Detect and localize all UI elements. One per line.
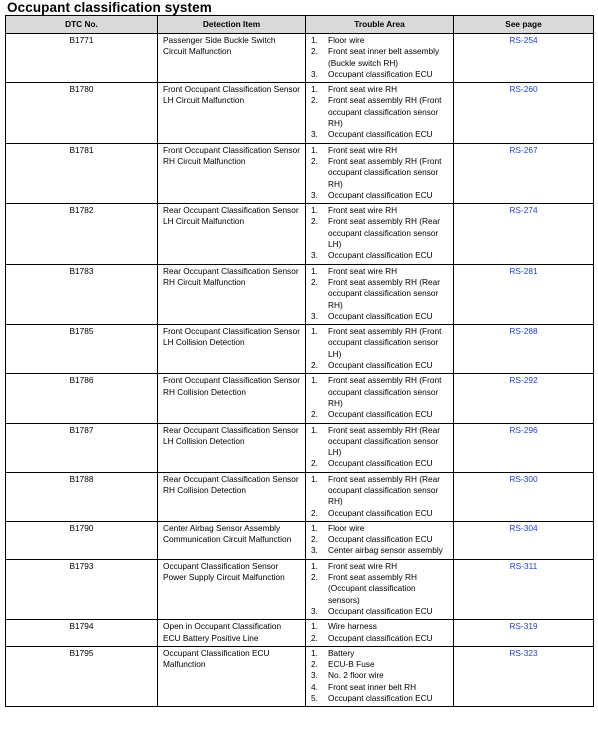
dtc-code: B1783 <box>6 264 158 324</box>
trouble-area-text: Battery <box>328 647 355 658</box>
dtc-code: B1786 <box>6 374 158 423</box>
list-number: 5. <box>311 693 318 704</box>
trouble-area <box>306 423 454 472</box>
trouble-area-item <box>311 545 448 556</box>
list-number: 2. <box>311 95 318 106</box>
see-page-cell <box>454 34 594 83</box>
see-page-cell <box>454 472 594 521</box>
trouble-area-text: Front seat inner belt RH <box>328 681 417 692</box>
list-number: 3. <box>311 545 318 556</box>
trouble-area-text: Front seat assembly RH (Rear occupant classification sensor RH) <box>328 276 441 310</box>
table-row <box>6 143 594 203</box>
list-number: 1. <box>311 424 318 435</box>
detection-item: Occupant Classification Sensor Power Supply Circuit Malfunction <box>158 559 306 619</box>
trouble-area-list <box>311 621 448 644</box>
list-number: 1. <box>311 35 318 45</box>
trouble-area-text: Occupant classification ECU <box>328 534 433 545</box>
detection-item: Passenger Side Buckle Switch Circuit Malfunction <box>158 34 306 83</box>
trouble-area-text: Front seat assembly RH (Front occupant classification sensor RH) <box>328 155 442 189</box>
trouble-area <box>306 472 454 521</box>
trouble-area-text: Front seat wire RH <box>328 265 398 276</box>
trouble-area-item <box>311 129 448 140</box>
list-number: 3. <box>311 189 318 200</box>
list-number: 2. <box>311 458 318 469</box>
list-number: 1. <box>311 647 318 658</box>
dtc-table <box>5 15 594 707</box>
trouble-area-item <box>311 682 448 693</box>
trouble-area-item <box>311 693 448 704</box>
dtc-code: B1780 <box>6 83 158 143</box>
trouble-area <box>306 374 454 423</box>
trouble-area-item <box>311 534 448 545</box>
list-number: 1. <box>311 522 318 533</box>
list-number: 2. <box>311 632 318 643</box>
trouble-area-item <box>311 659 448 670</box>
list-number: 2. <box>311 534 318 545</box>
list-number: 2. <box>311 507 318 518</box>
table-row <box>6 521 594 559</box>
trouble-area-list <box>311 326 448 371</box>
see-page-link[interactable]: RS-304 <box>509 522 538 533</box>
list-number: 2. <box>311 276 318 287</box>
table-row <box>6 559 594 619</box>
trouble-area-item <box>311 311 448 322</box>
header-see-page: See page <box>454 16 594 34</box>
list-number: 3. <box>311 250 318 261</box>
trouble-area-item <box>311 326 448 360</box>
detection-item: Rear Occupant Classification Sensor LH Circuit Malfunction <box>158 204 306 264</box>
see-page-link[interactable]: RS-274 <box>509 205 538 216</box>
dtc-code: B1771 <box>6 34 158 83</box>
trouble-area-text: Front seat inner belt assembly (Buckle switch RH) <box>328 46 440 68</box>
trouble-area-item <box>311 648 448 659</box>
see-page-cell <box>454 423 594 472</box>
list-number: 3. <box>311 605 318 616</box>
see-page-cell <box>454 204 594 264</box>
table-row <box>6 34 594 83</box>
list-number: 3. <box>311 670 318 681</box>
trouble-area-text: Front seat wire RH <box>328 84 398 95</box>
trouble-area-text: Occupant classification ECU <box>328 68 433 79</box>
trouble-area-text: Occupant classification ECU <box>328 632 433 643</box>
list-number: 1. <box>311 84 318 95</box>
trouble-area-item <box>311 84 448 95</box>
table-row <box>6 472 594 521</box>
trouble-area-list <box>311 266 448 322</box>
see-page-link[interactable]: RS-296 <box>509 424 538 435</box>
trouble-area-text: Front seat wire RH <box>328 205 398 216</box>
trouble-area-list <box>311 561 448 617</box>
detection-item: Front Occupant Classification Sensor LH Collision Detection <box>158 325 306 374</box>
header-detection-item: Detection Item <box>158 16 306 34</box>
list-number: 1. <box>311 205 318 216</box>
trouble-area <box>306 620 454 647</box>
see-page-cell <box>454 620 594 647</box>
dtc-code: B1781 <box>6 143 158 203</box>
dtc-code: B1787 <box>6 423 158 472</box>
trouble-area-item <box>311 145 448 156</box>
see-page-cell <box>454 143 594 203</box>
see-page-link[interactable]: RS-311 <box>509 560 538 571</box>
list-number: 1. <box>311 326 318 337</box>
trouble-area <box>306 204 454 264</box>
trouble-area-item <box>311 190 448 201</box>
table-body <box>6 34 594 707</box>
list-number: 4. <box>311 681 318 692</box>
trouble-area-item <box>311 474 448 508</box>
list-number: 1. <box>311 265 318 276</box>
trouble-area-text: Occupant classification ECU <box>328 458 433 469</box>
trouble-area-list <box>311 35 448 80</box>
detection-item: Open in Occupant Classification ECU Battery Positive Line <box>158 620 306 647</box>
dtc-code: B1788 <box>6 472 158 521</box>
trouble-area-item <box>311 69 448 80</box>
trouble-area-list <box>311 648 448 704</box>
see-page-link[interactable]: RS-254 <box>509 35 538 45</box>
trouble-area-item <box>311 250 448 261</box>
see-page-cell <box>454 325 594 374</box>
trouble-area-text: Occupant classification ECU <box>328 409 433 420</box>
detection-item: Rear Occupant Classification Sensor RH Circuit Malfunction <box>158 264 306 324</box>
detection-item: Front Occupant Classification Sensor RH Collision Detection <box>158 374 306 423</box>
trouble-area-text: Front seat assembly RH (Front occupant classification sensor LH) <box>328 326 442 359</box>
trouble-area-item <box>311 670 448 681</box>
trouble-area-item <box>311 360 448 371</box>
see-page-link[interactable]: RS-288 <box>509 326 538 337</box>
table-row <box>6 646 594 706</box>
list-number: 2. <box>311 572 318 583</box>
trouble-area-list <box>311 523 448 557</box>
trouble-area-text: Occupant classification ECU <box>328 693 433 704</box>
trouble-area-text: Front seat assembly RH (Front occupant classification sensor RH) <box>328 95 442 129</box>
trouble-area-list <box>311 84 448 140</box>
dtc-code: B1793 <box>6 559 158 619</box>
list-number: 2. <box>311 659 318 670</box>
trouble-area-text: Occupant classification ECU <box>328 507 433 518</box>
list-number: 1. <box>311 144 318 155</box>
trouble-area-item <box>311 523 448 534</box>
dtc-code: B1795 <box>6 646 158 706</box>
see-page-cell <box>454 83 594 143</box>
trouble-area-text: Occupant classification ECU <box>328 129 433 140</box>
trouble-area-text: Front seat assembly RH (Front occupant classification sensor RH) <box>328 375 442 408</box>
list-number: 2. <box>311 46 318 57</box>
see-page-cell <box>454 264 594 324</box>
trouble-area-text: No. 2 floor wire <box>328 670 384 681</box>
trouble-area-item <box>311 621 448 632</box>
list-number: 1. <box>311 473 318 484</box>
header-dtc-no: DTC No. <box>6 16 158 34</box>
table-row <box>6 423 594 472</box>
trouble-area-text: Floor wire <box>328 35 365 45</box>
trouble-area-text: Front seat assembly RH (Rear occupant classification sensor RH) <box>328 473 441 507</box>
trouble-area-list <box>311 205 448 261</box>
dtc-code: B1785 <box>6 325 158 374</box>
dtc-code: B1782 <box>6 204 158 264</box>
table-row <box>6 83 594 143</box>
table-header-row <box>6 16 594 34</box>
trouble-area-item <box>311 95 448 129</box>
trouble-area <box>306 521 454 559</box>
trouble-area-item <box>311 458 448 469</box>
trouble-area-item <box>311 46 448 69</box>
detection-item: Rear Occupant Classification Sensor LH Collision Detection <box>158 423 306 472</box>
trouble-area-item <box>311 375 448 409</box>
trouble-area <box>306 83 454 143</box>
trouble-area <box>306 559 454 619</box>
dtc-code: B1790 <box>6 521 158 559</box>
see-page-cell <box>454 374 594 423</box>
page-title: Occupant classification system <box>7 0 212 15</box>
dtc-code: B1794 <box>6 620 158 647</box>
see-page-cell <box>454 646 594 706</box>
see-page-link[interactable]: RS-281 <box>509 265 538 276</box>
trouble-area-list <box>311 474 448 519</box>
trouble-area-text: Front seat wire RH <box>328 144 398 155</box>
see-page-link[interactable]: RS-260 <box>509 84 538 95</box>
table-row <box>6 264 594 324</box>
list-number: 3. <box>311 68 318 79</box>
see-page-link[interactable]: RS-323 <box>509 647 538 658</box>
see-page-cell <box>454 521 594 559</box>
trouble-area <box>306 143 454 203</box>
detection-item: Center Airbag Sensor Assembly Communication Circuit Malfunction <box>158 521 306 559</box>
see-page-link[interactable]: RS-292 <box>509 375 538 386</box>
list-number: 2. <box>311 360 318 371</box>
table-row <box>6 325 594 374</box>
trouble-area-item <box>311 156 448 190</box>
trouble-area-list <box>311 425 448 470</box>
trouble-area <box>306 264 454 324</box>
detection-item: Front Occupant Classification Sensor RH Circuit Malfunction <box>158 143 306 203</box>
list-number: 1. <box>311 375 318 386</box>
trouble-area-item <box>311 561 448 572</box>
list-number: 2. <box>311 409 318 420</box>
trouble-area-item <box>311 277 448 311</box>
trouble-area-item <box>311 205 448 216</box>
trouble-area <box>306 646 454 706</box>
trouble-area-item <box>311 266 448 277</box>
list-number: 3. <box>311 310 318 321</box>
detection-item: Front Occupant Classification Sensor LH Circuit Malfunction <box>158 83 306 143</box>
list-number: 3. <box>311 129 318 140</box>
trouble-area-item <box>311 606 448 617</box>
list-number: 2. <box>311 216 318 227</box>
see-page-cell <box>454 559 594 619</box>
trouble-area-text: Front seat assembly RH (Occupant classification sensors) <box>328 572 417 605</box>
trouble-area <box>306 325 454 374</box>
trouble-area-item <box>311 409 448 420</box>
trouble-area-text: Occupant classification ECU <box>328 189 433 200</box>
trouble-area-text: Wire harness <box>328 621 377 632</box>
trouble-area-item <box>311 425 448 459</box>
trouble-area <box>306 34 454 83</box>
table-row <box>6 374 594 423</box>
trouble-area-text: Occupant classification ECU <box>328 605 433 616</box>
trouble-area-text: Occupant classification ECU <box>328 310 433 321</box>
list-number: 1. <box>311 621 318 632</box>
see-page-link[interactable]: RS-300 <box>509 473 538 484</box>
trouble-area-item <box>311 508 448 519</box>
table-row <box>6 204 594 264</box>
table-row <box>6 620 594 647</box>
trouble-area-item <box>311 633 448 644</box>
see-page-link[interactable]: RS-319 <box>509 621 538 632</box>
trouble-area-item <box>311 572 448 606</box>
list-number: 2. <box>311 155 318 166</box>
trouble-area-text: Floor wire <box>328 522 365 533</box>
trouble-area-text: Front seat wire RH <box>328 560 398 571</box>
trouble-area-list <box>311 375 448 420</box>
trouble-area-text: Occupant classification ECU <box>328 250 433 261</box>
trouble-area-text: ECU-B Fuse <box>328 659 375 670</box>
trouble-area-item <box>311 35 448 46</box>
trouble-area-text: Occupant classification ECU <box>328 360 433 371</box>
trouble-area-item <box>311 216 448 250</box>
trouble-area-text: Front seat assembly RH (Rear occupant classification sensor LH) <box>328 424 441 458</box>
detection-item: Rear Occupant Classification Sensor RH Collision Detection <box>158 472 306 521</box>
see-page-link[interactable]: RS-267 <box>509 144 538 155</box>
list-number: 1. <box>311 560 318 571</box>
header-trouble-area: Trouble Area <box>306 16 454 34</box>
trouble-area-text: Front seat assembly RH (Rear occupant classification sensor LH) <box>328 216 441 250</box>
trouble-area-text: Center airbag sensor assembly <box>328 545 443 556</box>
trouble-area-list <box>311 145 448 201</box>
detection-item: Occupant Classification ECU Malfunction <box>158 646 306 706</box>
